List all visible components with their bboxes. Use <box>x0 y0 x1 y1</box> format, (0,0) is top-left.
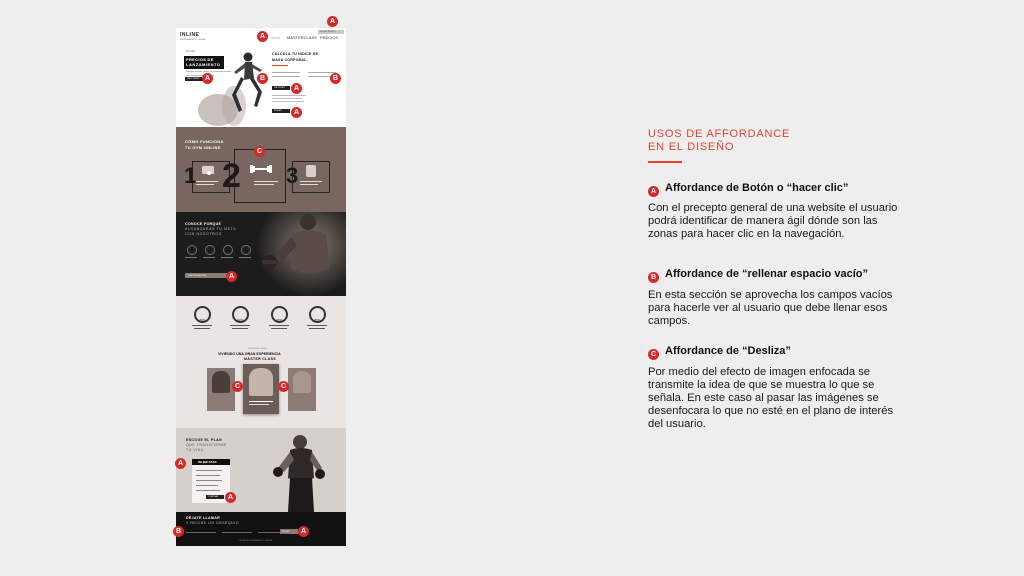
how-title-line2: TU GYM ONLINE <box>185 145 221 150</box>
affordance-a-badge: A <box>648 186 659 197</box>
affordance-c-badge: C <box>648 349 659 360</box>
dumbbell-icon <box>250 165 272 173</box>
contact-title-line2: Y RECIBE UN OBSEQUIO <box>186 521 240 525</box>
calc-field-height[interactable] <box>272 76 300 77</box>
calc-field-weight[interactable] <box>272 72 300 73</box>
plan-title-line1: ESCOGE EL PLAN <box>186 438 222 442</box>
class-card-right-photo <box>293 371 311 393</box>
marker-c: C <box>278 381 289 392</box>
plan-card-title: INLINE PASS <box>198 459 217 464</box>
why-title-line3: CON NOSOTROS <box>185 232 222 236</box>
plan-title-line2: QUE TRANSFORME <box>186 443 227 447</box>
website-mockup <box>176 28 346 546</box>
affordance-b-heading <box>648 268 868 283</box>
step-number-3: 3 <box>286 163 299 188</box>
step3-text <box>300 181 322 182</box>
step2-text2 <box>254 184 274 185</box>
plan-card-header <box>192 459 230 465</box>
step2-text <box>254 181 278 182</box>
feature-text-1 <box>185 257 197 258</box>
step3-text2 <box>300 184 318 185</box>
feature-icon-4 <box>241 245 251 255</box>
athlete-icon <box>306 165 316 177</box>
affordance-c-heading <box>648 345 791 360</box>
stat-text-3 <box>269 325 289 326</box>
contact-title-line1: DÉJATE LLAMAR <box>186 516 220 520</box>
affordance-b-body: En esta sección se aprovecha los campos vacíos para hacerle ver al usuario que debe llenar esos campos. <box>648 289 893 327</box>
nav-link-masterclass[interactable]: MASTERCLASS <box>287 35 317 40</box>
login-label: INICIAR SESIÓN <box>320 31 336 33</box>
calc-send-label: ENVIAR <box>274 110 282 112</box>
plan-athlete-image <box>256 428 346 512</box>
feature-text-4 <box>239 257 251 258</box>
calc-button-label: CALCULAR <box>274 87 285 89</box>
why-title-line2: ALCANZARÁS TU META <box>185 227 237 231</box>
marker-b: B <box>330 73 341 84</box>
class-card-left[interactable] <box>207 368 235 411</box>
affordance-a-title: Affordance de Botón o “hacer clic” <box>665 182 849 194</box>
step1-text2 <box>196 184 214 185</box>
panel-title-rule <box>648 161 682 163</box>
marker-a: A <box>291 107 302 118</box>
step-number-1: 1 <box>184 163 197 188</box>
bodybuilder-image <box>256 212 346 296</box>
affordance-panel <box>648 128 900 430</box>
stat-text-3b <box>271 328 287 329</box>
master-kicker: NUESTRAS CLASES <box>248 348 268 350</box>
panel-title-line2: EN EL DISEÑO <box>648 141 735 154</box>
pointer-icon <box>207 171 211 175</box>
stat-text-1 <box>192 325 212 326</box>
affordance-a-heading <box>648 182 848 197</box>
plan-feature-3 <box>196 480 222 481</box>
feature-icon-3 <box>223 245 233 255</box>
marker-b: B <box>173 526 184 537</box>
why-title-line1: CONOCE PORQUÉ <box>185 222 222 226</box>
contact-send-button[interactable] <box>280 529 298 534</box>
plan-feature-5 <box>196 490 220 491</box>
master-title-line2: MASTER CLASS <box>244 357 276 361</box>
marker-a: A <box>298 526 309 537</box>
feature-icon-2 <box>205 245 215 255</box>
stats-masterclass-section <box>176 296 346 428</box>
stat-value-1: 80% <box>199 318 206 322</box>
stat-ring-2 <box>232 306 249 323</box>
contact-field-name[interactable] <box>186 532 216 533</box>
plan-buy-label: COMPRAR <box>208 496 219 498</box>
feature-text-2 <box>203 257 215 258</box>
contact-field-email[interactable] <box>222 532 252 533</box>
marker-a: A <box>327 16 338 27</box>
runner-image <box>196 48 274 127</box>
marker-a: A <box>291 83 302 94</box>
plan-section <box>176 428 346 512</box>
stat-value-2: 90% <box>237 318 244 322</box>
stat-value-4: 85% <box>314 318 321 322</box>
step-card-2[interactable] <box>234 149 286 203</box>
hero-title-line2: LANZAMIENTO <box>186 62 221 67</box>
stat-ring-1 <box>194 306 211 323</box>
affordance-b-title: Affordance de “rellenar espacio vacío” <box>665 268 868 280</box>
plan-buy-button[interactable] <box>206 495 224 499</box>
login-button[interactable] <box>318 30 344 34</box>
marker-a: A <box>225 492 236 503</box>
feature-icon-1 <box>187 245 197 255</box>
class-card-center-text <box>249 401 273 402</box>
stat-ring-4 <box>309 306 326 323</box>
affordance-c-title: Affordance de “Desliza” <box>665 345 791 357</box>
stat-text-4 <box>307 325 327 326</box>
stat-text-4b <box>309 328 325 329</box>
hero-cta-label: VER PLANES <box>187 78 200 80</box>
calc-send-button[interactable] <box>272 109 290 113</box>
calc-result-line3 <box>272 101 304 102</box>
calc-result-line1 <box>272 95 306 96</box>
marker-a: A <box>226 271 237 282</box>
nav-link-home[interactable]: INICIO <box>271 36 281 40</box>
class-card-left-photo <box>212 371 230 393</box>
calc-divider <box>272 65 288 66</box>
class-card-center[interactable] <box>243 364 279 414</box>
marker-a: A <box>257 31 268 42</box>
marker-a: A <box>202 73 213 84</box>
plan-feature-2 <box>196 475 220 476</box>
calc-title-line1: CALCULA TU ÍNDICE DE <box>272 52 319 56</box>
stat-ring-3 <box>271 306 288 323</box>
marker-a: A <box>175 458 186 469</box>
marker-c: C <box>254 146 265 157</box>
hero-title-line1: PRECIOS DE <box>186 57 214 62</box>
marker-c: C <box>232 381 243 392</box>
contact-send-label: ENVIAR <box>282 530 290 533</box>
how-title-line1: CÓMO FUNCIONA <box>185 139 224 144</box>
calc-result-line2 <box>272 98 302 99</box>
affordance-b-badge: B <box>648 272 659 283</box>
panel-title-line1: USOS DE AFFORDANCE <box>648 128 791 140</box>
logo-subtitle: ENTRENAMIENTO ONLINE <box>180 39 206 41</box>
step1-text <box>196 181 218 182</box>
stat-text-2b <box>232 328 248 329</box>
why-cta-button[interactable] <box>185 273 229 278</box>
class-card-center-photo <box>249 368 273 396</box>
affordance-a-body: Con el precepto general de una website el usuario podrá identificar de manera ágil dónde son las zonas para hacer clic en la navegación. <box>648 202 898 240</box>
nav-link-prices[interactable]: PRECIOS <box>320 35 339 40</box>
stat-text-2 <box>230 325 250 326</box>
calc-button[interactable] <box>272 86 290 90</box>
how-it-works-section <box>176 127 346 212</box>
why-cta-label: EMPIEZA AHORA <box>188 274 206 277</box>
hero-text: Descubre nuestros planes de entrenamiento online <box>186 71 232 73</box>
affordance-c-body: Por medio del efecto de imagen enfocada se transmite la idea de que se muestra lo que se señala. En este caso al pasar las imágenes se desenfocara lo que no esté en el plano de interés del usuario. <box>648 366 894 430</box>
logo[interactable]: INLINE <box>180 32 200 38</box>
feature-text-3 <box>221 257 233 258</box>
step-number-2: 2 <box>222 157 241 195</box>
calc-title-line2: MASA CORPORAL <box>272 58 307 62</box>
plan-feature-1 <box>196 470 222 471</box>
stat-value-3: 95% <box>276 318 283 322</box>
class-card-center-text2 <box>249 404 269 405</box>
plan-title-line3: TU VIDA <box>186 448 204 452</box>
why-us-section <box>176 212 346 296</box>
plan-feature-4 <box>196 485 218 486</box>
master-title-line1: VIVIENDO UNA GRAN EXPERIENCIA <box>218 352 281 356</box>
contact-section <box>176 512 346 546</box>
footer-text: © INLINE ENTRENAMIENTO ONLINE <box>238 540 273 542</box>
marker-b: B <box>257 73 268 84</box>
hero-kicker: PLANES <box>186 50 196 53</box>
stat-text-1b <box>194 328 210 329</box>
class-card-right[interactable] <box>288 368 316 411</box>
